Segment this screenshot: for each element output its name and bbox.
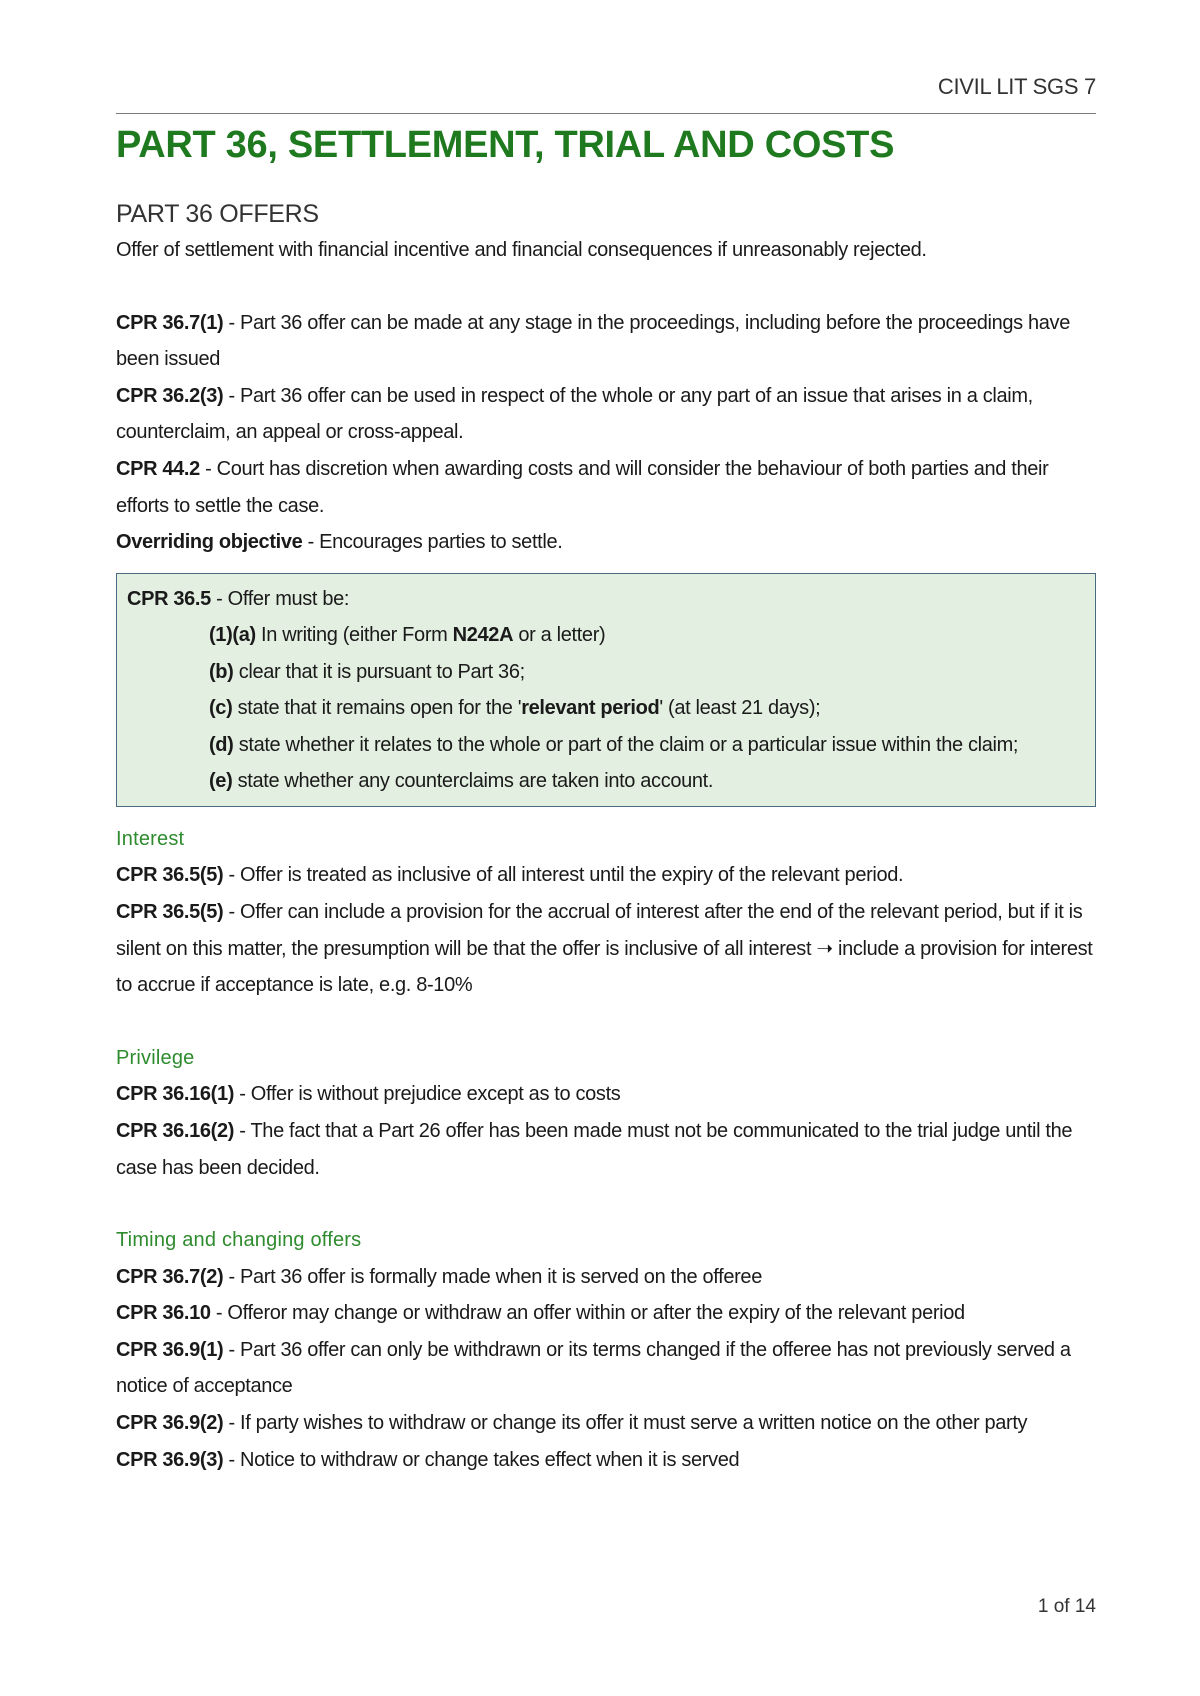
rule-ref: CPR 36.9(2) bbox=[116, 1412, 224, 1435]
rule-ref: CPR 36.7(1) bbox=[116, 311, 224, 334]
spacer bbox=[116, 1004, 1096, 1040]
requirement-label: (1)(a) bbox=[209, 624, 256, 647]
rule-text: - The fact that a Part 26 offer has been made must not be communicated to the trial judge until the case has been decided. bbox=[116, 1119, 1073, 1179]
rule-ref: CPR 36.16(1) bbox=[116, 1083, 235, 1106]
intro-paragraph: Offer of settlement with financial incentive and financial consequences if unreasonably rejected. bbox=[116, 239, 927, 261]
heading-interest: Interest bbox=[116, 827, 185, 850]
content bbox=[116, 196, 1096, 1478]
rule-cpr-36-7-1 bbox=[116, 305, 1096, 378]
requirement-text: state that it remains open for the ' bbox=[232, 697, 522, 720]
rule-ref: CPR 36.2(3) bbox=[116, 384, 224, 407]
rule-cpr-36-2-3 bbox=[116, 378, 1096, 451]
requirement-text: or a letter) bbox=[513, 624, 606, 647]
rule-ref: CPR 44.2 bbox=[116, 457, 200, 480]
spacer bbox=[116, 269, 1096, 305]
rule-text: - Part 36 offer can be used in respect of the whole or any part of an issue that arises in a claim, counterclaim, an appeal or cross-appeal. bbox=[116, 384, 1033, 444]
rule-cpr-44-2 bbox=[116, 451, 1096, 524]
rule-text: - If party wishes to withdraw or change its offer it must serve a written notice on the other party bbox=[223, 1412, 1028, 1435]
requirement-label: (c) bbox=[209, 697, 233, 720]
running-header: CIVIL LIT SGS 7 bbox=[937, 74, 1096, 99]
header-rule bbox=[116, 113, 1096, 114]
rule-ref: CPR 36.9(3) bbox=[116, 1448, 224, 1471]
box-ref: CPR 36.5 bbox=[127, 587, 211, 610]
rule-cpr-36-9-1 bbox=[116, 1332, 1096, 1405]
rule-ref: CPR 36.9(1) bbox=[116, 1338, 224, 1361]
rule-text: - Notice to withdraw or change takes effect when it is served bbox=[223, 1448, 740, 1471]
section-subtitle: PART 36 OFFERS bbox=[116, 200, 319, 228]
rule-cpr-36-5-5-a bbox=[116, 857, 1096, 894]
relevant-period-term: relevant period bbox=[521, 697, 660, 720]
requirement-text: state whether any counterclaims are taken into account. bbox=[232, 770, 714, 793]
requirement-c bbox=[127, 690, 1085, 727]
cpr-36-5-requirements-box bbox=[116, 573, 1096, 807]
rule-ref: CPR 36.16(2) bbox=[116, 1119, 235, 1142]
rule-text: - Court has discretion when awarding costs and will consider the behaviour of both parties and their efforts to settle the case. bbox=[116, 457, 1049, 517]
rule-text: - Encourages parties to settle. bbox=[302, 531, 563, 554]
rule-ref: Overriding objective bbox=[116, 531, 303, 554]
rule-text: - Offer is treated as inclusive of all interest until the expiry of the relevant period. bbox=[223, 864, 904, 887]
requirement-a bbox=[127, 617, 1085, 654]
rule-cpr-36-9-3 bbox=[116, 1442, 1096, 1479]
requirement-label: (b) bbox=[209, 660, 234, 683]
rule-cpr-36-10 bbox=[116, 1295, 1096, 1332]
box-intro: - Offer must be: bbox=[210, 587, 350, 610]
page-number: 1 of 14 bbox=[1037, 1596, 1096, 1617]
rule-cpr-36-7-2 bbox=[116, 1259, 1096, 1296]
requirement-text: state whether it relates to the whole or part of the claim or a particular issue within the claim; bbox=[233, 733, 1019, 756]
rule-text: - Part 36 offer can only be withdrawn or its terms changed if the offeree has not previously served a notice of acceptance bbox=[116, 1338, 1071, 1398]
rule-text: - Offer can include a provision for the accrual of interest after the end of the relevant period, but if it is silent on this matter, the presumption will be that the offer is inclusive of all interest ➝ include a provision for interest to accrue if acceptance is late, e.g. 8-10% bbox=[116, 900, 1093, 997]
requirement-label: (e) bbox=[209, 770, 233, 793]
requirement-label: (d) bbox=[209, 733, 234, 756]
spacer bbox=[116, 1186, 1096, 1222]
requirement-e bbox=[127, 763, 1085, 800]
box-heading bbox=[127, 581, 1085, 618]
page-title: PART 36, SETTLEMENT, TRIAL AND COSTS bbox=[116, 124, 895, 166]
form-ref: N242A bbox=[452, 624, 514, 647]
rule-ref: CPR 36.5(5) bbox=[116, 900, 224, 923]
rule-overriding-objective bbox=[116, 524, 1096, 561]
rule-text: - Offer is without prejudice except as to costs bbox=[234, 1083, 621, 1106]
rule-text: - Part 36 offer can be made at any stage in the proceedings, including before the proceedings have been issued bbox=[116, 311, 1070, 371]
rule-cpr-36-9-2 bbox=[116, 1405, 1096, 1442]
requirement-text: In writing (either Form bbox=[255, 624, 453, 647]
rule-cpr-36-16-2 bbox=[116, 1113, 1096, 1186]
rule-cpr-36-5-5-b bbox=[116, 894, 1096, 1004]
requirement-text: ' (at least 21 days); bbox=[659, 697, 821, 720]
rule-ref: CPR 36.10 bbox=[116, 1302, 211, 1325]
rule-text: - Offeror may change or withdraw an offer within or after the expiry of the relevant period bbox=[210, 1302, 965, 1325]
rule-cpr-36-16-1 bbox=[116, 1076, 1096, 1113]
rule-ref: CPR 36.5(5) bbox=[116, 864, 224, 887]
rule-ref: CPR 36.7(2) bbox=[116, 1265, 224, 1288]
requirement-text: clear that it is pursuant to Part 36; bbox=[233, 660, 525, 683]
heading-timing: Timing and changing offers bbox=[116, 1229, 362, 1252]
rule-text: - Part 36 offer is formally made when it is served on the offeree bbox=[223, 1265, 762, 1288]
requirement-d bbox=[127, 727, 1085, 764]
heading-privilege: Privilege bbox=[116, 1046, 195, 1069]
requirement-b bbox=[127, 654, 1085, 691]
